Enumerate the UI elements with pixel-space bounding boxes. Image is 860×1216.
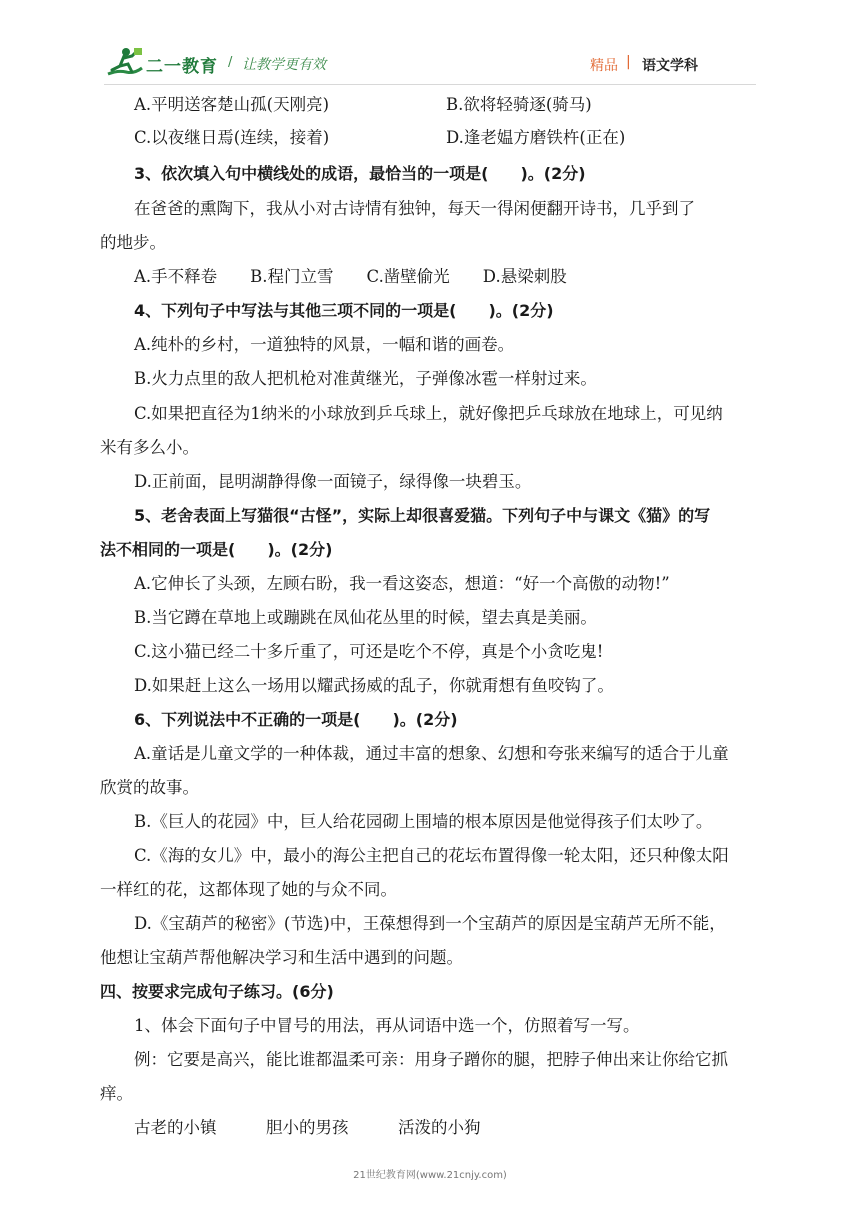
text-line: 例：它要是高兴，能比谁都温柔可亲：用身子蹭你的腿，把脖子伸出来让你给它抓 (134, 1050, 728, 1069)
text-line: B.火力点里的敌人把机枪对准黄继光，子弹像冰雹一样射过来。 (134, 369, 597, 388)
question-heading: 3、依次填入句中横线处的成语，最恰当的一项是( )。(2分) (134, 164, 586, 183)
text-line: D.逢老媪方磨铁杵(正在) (446, 128, 626, 147)
text-line: 一样红的花，这都体现了她的与众不同。 (100, 880, 397, 899)
text-line: 在爸爸的熏陶下，我从小对古诗情有独钟，每天一得闲便翻开诗书，几乎到了 (134, 199, 695, 218)
question-heading: 6、下列说法中不正确的一项是( )。(2分) (134, 710, 458, 729)
text-line: C.《海的女儿》中，最小的海公主把自己的花坛布置得像一轮太阳，还只种像太阳 (134, 846, 729, 865)
tag-separator: | (626, 54, 631, 70)
page-header (0, 0, 860, 88)
slogan-separator: / (228, 55, 233, 70)
text-line: D.《宝葫芦的秘密》(节选)中，王葆想得到一个宝葫芦的原因是宝葫芦无所不能， (134, 914, 726, 933)
page-footer: 21世纪教育网(www.21cnjy.com) (353, 1170, 507, 1181)
text-line: A.它伸长了头颈，左顾右盼，我一看这姿态，想道：“好一个高傲的动物!” (134, 574, 670, 593)
slogan: 让教学更有效 (242, 57, 326, 73)
text-line: B.《巨人的花园》中，巨人给花园砌上围墙的根本原因是他觉得孩子们太吵了。 (134, 812, 713, 831)
text-line: 古老的小镇 胆小的男孩 活泼的小狗 (134, 1118, 481, 1137)
question-heading: 法不相同的一项是( )。(2分) (100, 540, 333, 559)
text-line: B.欲将轻骑逐(骑马) (446, 95, 592, 114)
brand-name: 二一教育 (146, 57, 218, 77)
text-line: 痒。 (100, 1084, 133, 1103)
text-line: D.正前面，昆明湖静得像一面镜子，绿得像一块碧玉。 (134, 472, 532, 491)
text-line: C.以夜继日焉(连续，接着) (134, 128, 330, 147)
text-line: 他想让宝葫芦帮他解决学习和生活中遇到的问题。 (100, 948, 463, 967)
question-heading: 4、下列句子中写法与其他三项不同的一项是( )。(2分) (134, 301, 554, 320)
text-line: 欣赏的故事。 (100, 778, 199, 797)
question-heading: 四、按要求完成句子练习。(6分) (100, 982, 334, 1001)
text-line: A.平明送客楚山孤(天刚亮) (134, 95, 330, 114)
text-line: D.如果赶上这么一场用以耀武扬威的乱子，你就甭想有鱼咬钩了。 (134, 676, 614, 695)
text-line: A.童话是儿童文学的一种体裁，通过丰富的想象、幻想和夸张来编写的适合于儿童 (134, 744, 729, 763)
text-line: C.这小猫已经二十多斤重了，可还是吃个不停，真是个小贪吃鬼! (134, 642, 604, 661)
subject-tag: 语文学科 (642, 58, 698, 74)
text-line: 的地步。 (100, 233, 166, 252)
quality-tag: 精品 (590, 58, 618, 74)
text-line: A.纯朴的乡村，一道独特的风景，一幅和谐的画卷。 (134, 335, 515, 354)
header-divider (104, 84, 756, 85)
text-line: B.当它蹲在草地上或蹦跳在凤仙花丛里的时候，望去真是美丽。 (134, 608, 597, 627)
text-line: C.如果把直径为1纳米的小球放到乒乓球上，就好像把乒乓球放在地球上，可见纳 (134, 404, 723, 423)
text-line: A.手不释卷 B.程门立雪 C.凿壁偷光 D.悬梁刺股 (134, 267, 567, 286)
runner-logo-icon (104, 46, 144, 80)
text-line: 1、体会下面句子中冒号的用法，再从词语中选一个，仿照着写一写。 (134, 1016, 640, 1035)
text-line: 米有多么小。 (100, 438, 199, 457)
question-heading: 5、老舍表面上写猫很“古怪”，实际上却很喜爱猫。下列句子中与课文《猫》的写 (134, 506, 711, 525)
